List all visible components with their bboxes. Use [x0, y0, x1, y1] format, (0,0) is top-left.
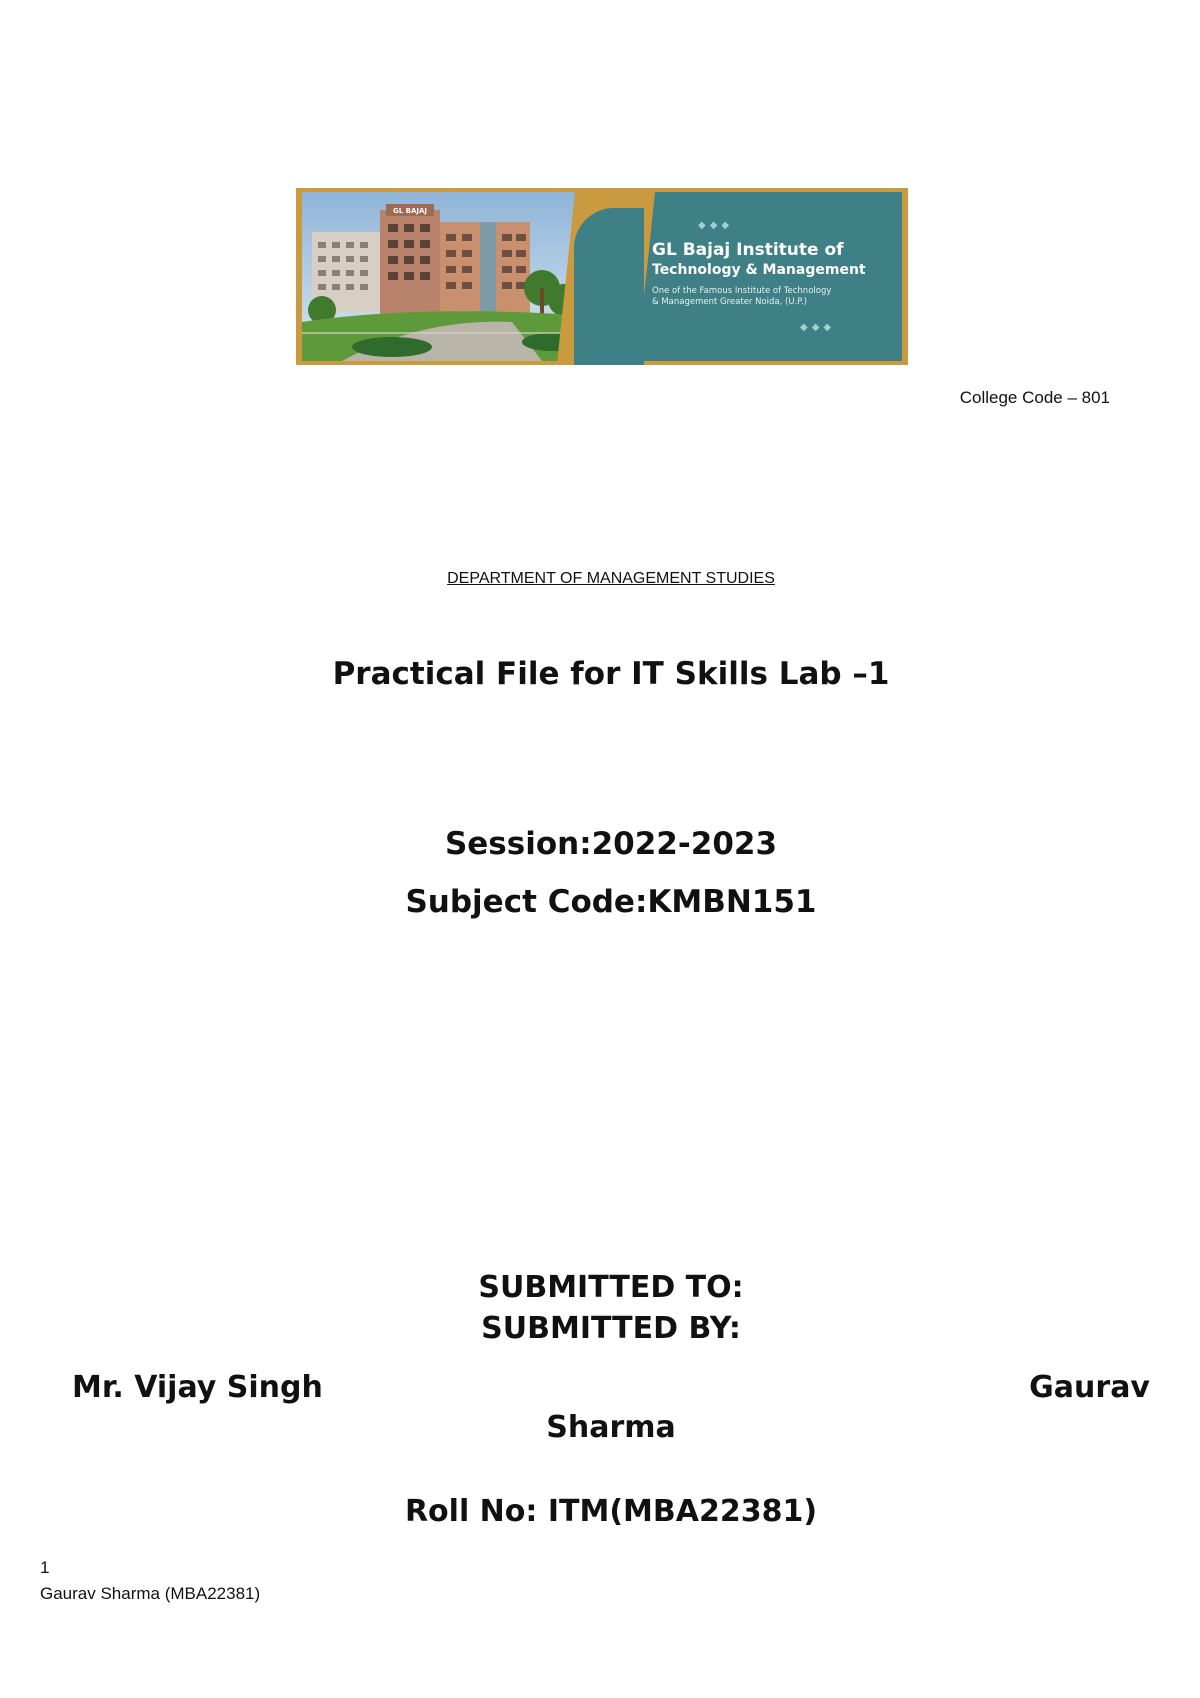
institute-name-line2: Technology & Management	[652, 262, 866, 278]
submitted-to-name: Mr. Vijay Singh	[72, 1370, 323, 1405]
institute-tagline	[652, 286, 892, 308]
institute-name-line1: GL Bajaj Institute of	[652, 240, 844, 260]
footer-author: Gaurav Sharma (MBA22381)	[40, 1584, 261, 1603]
campus-photo	[302, 192, 592, 361]
college-code: College Code – 801	[959, 388, 1110, 407]
submitted-by-last-name: Sharma	[546, 1410, 676, 1445]
submitted-by-first-name: Gaurav	[1029, 1370, 1150, 1405]
building-sign: GL BAJAJ	[392, 207, 428, 215]
document-title: Practical File for IT Skills Lab –1	[332, 656, 890, 692]
tagline-line2: & Management Greater Noida, (U.P.)	[652, 297, 808, 307]
tagline-line1: One of the Famous Institute of Technology	[652, 286, 832, 296]
decorative-dots-icon: ◆◆◆	[800, 322, 836, 333]
submitted-by-label: SUBMITTED BY:	[481, 1311, 741, 1346]
institute-banner	[296, 188, 908, 365]
subject-code: Subject Code:KMBN151	[405, 884, 817, 920]
banner-curve-inner	[574, 208, 644, 365]
department-heading: DEPARTMENT OF MANAGEMENT STUDIES	[447, 570, 775, 587]
campus-building-illustration	[302, 192, 592, 361]
page-number: 1	[40, 1558, 50, 1577]
session: Session:2022-2023	[444, 826, 778, 862]
roll-number: Roll No: ITM(MBA22381)	[404, 1494, 818, 1529]
banner-text	[652, 240, 892, 308]
decorative-dots-icon: ◆◆◆	[698, 220, 734, 231]
submitted-to-label: SUBMITTED TO:	[478, 1270, 744, 1305]
